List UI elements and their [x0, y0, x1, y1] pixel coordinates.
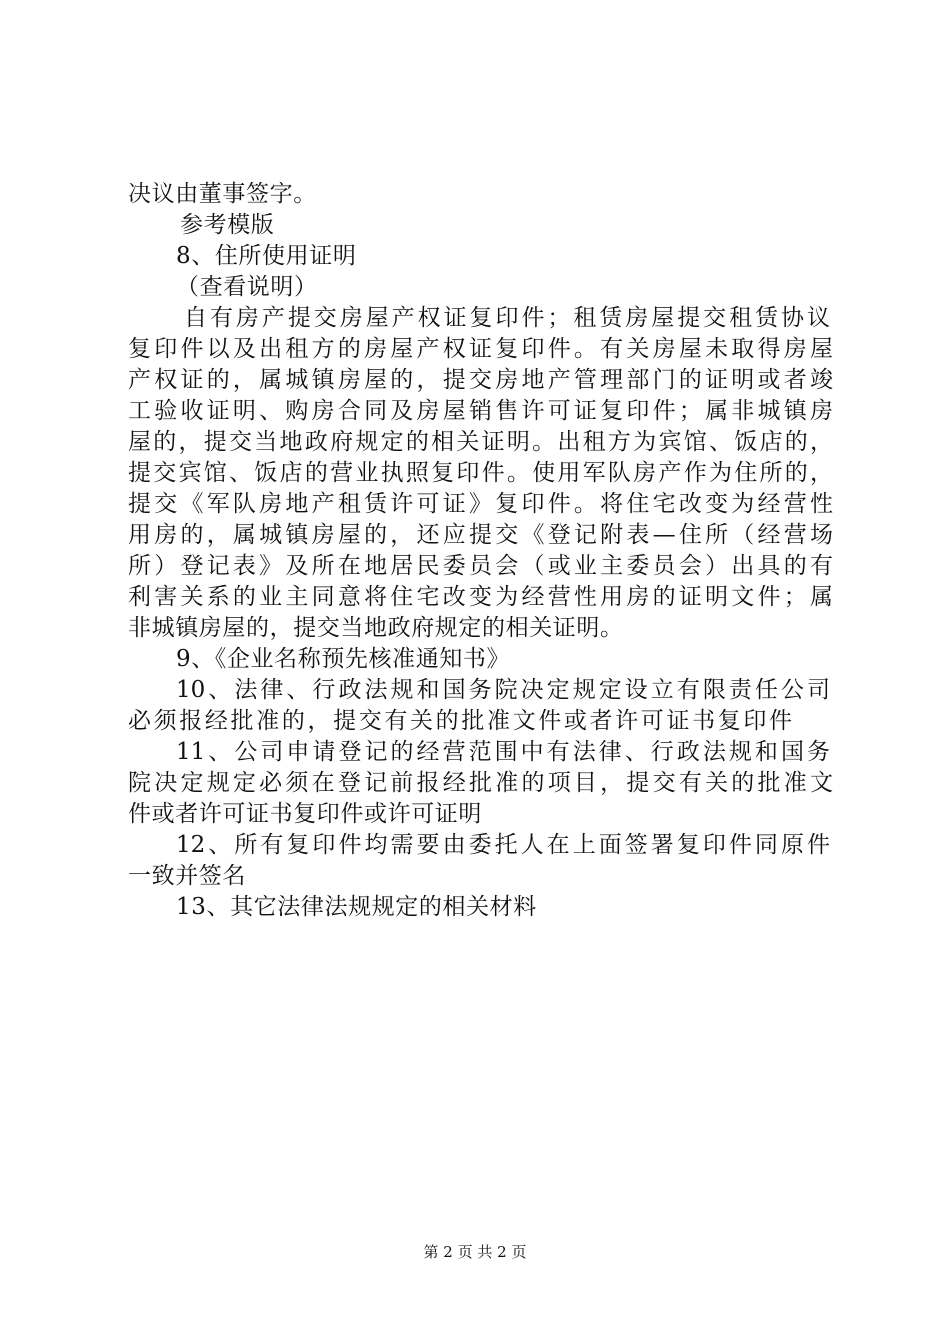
text-line: 所）登记表》及所在地居民委员会（或业主委员会）出具的有 [128, 553, 833, 579]
text-line: 自有房产提交房屋产权证复印件；租赁房屋提交租赁协议 [184, 305, 830, 331]
text-line: 8、住所使用证明 [176, 243, 357, 269]
text-line: 院决定规定必须在登记前报经批准的项目，提交有关的批准文 [128, 770, 833, 796]
text-line: 11、公司申请登记的经营范围中有法律、行政法规和国务 [176, 739, 830, 765]
text-line: 10、法律、行政法规和国务院决定规定设立有限责任公司 [176, 677, 830, 703]
text-line: 决议由董事签字。 [128, 181, 317, 207]
text-line: 一致并签名 [128, 863, 246, 889]
text-line: 12、所有复印件均需要由委托人在上面签署复印件同原件 [176, 832, 830, 858]
text-line: 利害关系的业主同意将住宅改变为经营性用房的证明文件；属 [128, 584, 833, 610]
text-line: 13、其它法律法规规定的相关材料 [176, 894, 537, 920]
text-line: （查看说明） [176, 274, 318, 300]
page-number-footer: 第 2 页 共 2 页 [423, 1243, 527, 1261]
text-line: 件或者许可证书复印件或许可证明 [128, 801, 482, 827]
text-line: 提交宾馆、饭店的营业执照复印件。使用军队房产作为住所的， [128, 460, 833, 486]
text-line: 用房的，属城镇房屋的，还应提交《登记附表—住所（经营场 [128, 522, 833, 548]
text-line: 提交《军队房地产租赁许可证》复印件。将住宅改变为经营性 [128, 491, 833, 517]
text-line: 工验收证明、购房合同及房屋销售许可证复印件；属非城镇房 [128, 398, 833, 424]
text-line: 非城镇房屋的，提交当地政府规定的相关证明。 [128, 615, 624, 641]
text-line: 参考模版 [180, 212, 275, 238]
text-line: 产权证的，属城镇房屋的，提交房地产管理部门的证明或者竣 [128, 367, 833, 393]
text-line: 必须报经批准的，提交有关的批准文件或者许可证书复印件 [128, 708, 792, 734]
text-line: 屋的，提交当地政府规定的相关证明。出租方为宾馆、饭店的， [128, 429, 833, 455]
text-line: 复印件以及出租方的房屋产权证复印件。有关房屋未取得房屋 [128, 336, 833, 362]
text-line: 9、《企业名称预先核准通知书》 [176, 646, 511, 672]
